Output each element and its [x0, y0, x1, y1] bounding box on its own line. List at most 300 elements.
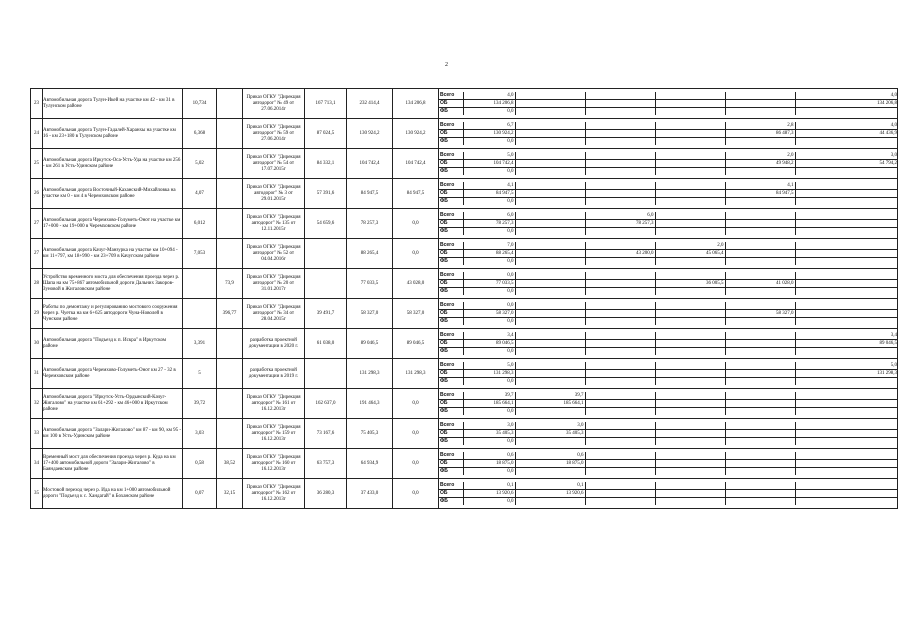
financing-value: 13 920,6 [515, 490, 585, 498]
financing-value [655, 198, 725, 206]
financing-row [439, 392, 898, 400]
row-number: 27 [31, 209, 43, 239]
financing-value [795, 108, 898, 116]
financing-value [585, 482, 655, 490]
financing-subtable [439, 362, 898, 385]
financing-value [515, 228, 585, 236]
table-row [31, 389, 898, 419]
bridge-length: 32,15 [217, 479, 243, 509]
financing-value [585, 438, 655, 446]
length-km: 0,58 [183, 449, 217, 479]
row-number: 23 [31, 89, 43, 119]
remaining-cost: 0,0 [393, 209, 439, 239]
financing-subtable [439, 302, 898, 325]
financing-value: 185 664,1 [463, 400, 515, 408]
financing-label: ФБ [440, 498, 448, 504]
financing-value: 18 875,0 [463, 460, 515, 468]
financing-row [439, 92, 898, 100]
financing-value [725, 250, 795, 258]
financing-row [439, 378, 898, 386]
financing-label: Всего [439, 482, 463, 490]
length-km [183, 269, 217, 299]
financing-row [439, 190, 898, 198]
financing-value [655, 190, 725, 198]
financing-value: 0,0 [463, 168, 515, 176]
financing-value: 3,0 [463, 422, 515, 430]
financing-value: 0,0 [463, 272, 515, 280]
financing-row [439, 288, 898, 296]
row-number: 24 [31, 119, 43, 149]
financing-row [439, 460, 898, 468]
financing-value: 2,0 [655, 242, 725, 250]
object-name: Автомобильная дорога "Подъезд к п. Искра" в Иркутском районе [43, 329, 183, 359]
financing-value [585, 392, 655, 400]
document-ref: разработка проектной документации в 2020 г. [243, 329, 305, 359]
object-name: Мостовой переход через р. Ида на км 1+000 автомобильной дороги "Подъезд к с. Хандагай" в Боханском районе [43, 479, 183, 509]
cost-current: 191 464,3 [347, 389, 393, 419]
financing-row [439, 348, 898, 356]
financing-value [725, 400, 795, 408]
financing-value [515, 302, 585, 310]
financing-cell [439, 389, 898, 419]
financing-row [439, 152, 898, 160]
object-name: Автомобильная дорога Тулун-Икей на участке км 42 - км 31 в Тулунском районе [43, 89, 183, 119]
financing-value [655, 362, 725, 370]
bridge-length [217, 119, 243, 149]
remaining-cost: 0,0 [393, 419, 439, 449]
cost-current: 130 924,2 [347, 119, 393, 149]
financing-value: 89 046,5 [795, 340, 898, 348]
financing-label: ОБ [439, 460, 463, 468]
financing-value [585, 498, 655, 506]
financing-row [439, 370, 898, 378]
financing-value: 0,0 [463, 348, 515, 356]
financing-value [725, 438, 795, 446]
document-ref: Приказ ОГКУ "Дирекция автодорог" № 3 от 29.01.2015г [243, 179, 305, 209]
financing-label: ФБ [440, 468, 448, 474]
financing-value [585, 258, 655, 266]
financing-value: 58 327,0 [725, 310, 795, 318]
financing-value [655, 152, 725, 160]
length-km: 0,07 [183, 479, 217, 509]
financing-value [795, 400, 898, 408]
financing-value: 7,0 [463, 242, 515, 250]
financing-value [655, 460, 725, 468]
financing-value: 131 298,3 [795, 370, 898, 378]
financing-row [439, 258, 898, 266]
cost-estimate: 61 038,0 [305, 329, 347, 359]
financing-subtable [439, 242, 898, 265]
object-name: Автомобильная дорога Черемхово-Голуметь-Онот на участке км 17+000 - км 19+000 в Черемховском районе [43, 209, 183, 239]
bridge-length [217, 89, 243, 119]
financing-value [655, 482, 725, 490]
financing-value [795, 468, 898, 476]
financing-value [585, 310, 655, 318]
object-name: Автомобильная дорога Иркутск-Оса-Усть-Уда на участке км 256 - км 261 в Усть-Удинском районе [43, 149, 183, 179]
cost-estimate: 39 491,7 [305, 299, 347, 329]
row-number: 27 [31, 239, 43, 269]
remaining-cost: 134 206,8 [393, 89, 439, 119]
financing-value: 0,0 [463, 302, 515, 310]
financing-value [725, 392, 795, 400]
cost-current: 89 046,5 [347, 329, 393, 359]
financing-cell [439, 449, 898, 479]
financing-row [439, 332, 898, 340]
financing-value [585, 190, 655, 198]
financing-cell [439, 179, 898, 209]
financing-value [585, 160, 655, 168]
financing-value [795, 310, 898, 318]
table-row [31, 269, 898, 299]
financing-value [795, 490, 898, 498]
financing-value [515, 310, 585, 318]
financing-value [655, 288, 725, 296]
financing-value: 45 065,4 [655, 250, 725, 258]
financing-value [795, 378, 898, 386]
financing-value [725, 430, 795, 438]
financing-value [515, 272, 585, 280]
object-name: Временный мост для обеспечения проезда через р. Куда на км 17+400 автомобильной дороги "Залари-Жигалово" в Баяндаевском районе [43, 449, 183, 479]
document-ref: Приказ ОГКУ "Дирекция автодорог" № 162 от 16.12.2013г [243, 479, 305, 509]
row-number: 35 [31, 479, 43, 509]
financing-value [795, 430, 898, 438]
financing-value [515, 130, 585, 138]
financing-value: 88 265,4 [463, 250, 515, 258]
financing-value [795, 482, 898, 490]
financing-value: 0,0 [463, 378, 515, 386]
financing-value [795, 348, 898, 356]
row-number: 29 [31, 299, 43, 329]
financing-subtable [439, 212, 898, 235]
financing-label: ОБ [439, 340, 463, 348]
financing-value: 3,0 [515, 422, 585, 430]
financing-value [655, 348, 725, 356]
financing-label: Всего [439, 362, 463, 370]
length-km: 4,07 [183, 179, 217, 209]
financing-value: 6,7 [463, 122, 515, 130]
financing-value [655, 452, 725, 460]
financing-value: 131 298,3 [463, 370, 515, 378]
financing-value [655, 160, 725, 168]
financing-value [725, 370, 795, 378]
financing-value [515, 168, 585, 176]
financing-row [439, 422, 898, 430]
financing-cell [439, 479, 898, 509]
financing-value [725, 198, 795, 206]
financing-label: ОБ [439, 100, 463, 108]
financing-value: 0,0 [463, 258, 515, 266]
cost-current: 104 742,4 [347, 149, 393, 179]
remaining-cost: 0,0 [393, 389, 439, 419]
financing-label: Всего [439, 332, 463, 340]
financing-label: Всего [439, 422, 463, 430]
document-ref: Приказ ОГКУ "Дирекция автодорог" № 34 от 28.04.2015г [243, 299, 305, 329]
financing-value [725, 272, 795, 280]
financing-value [585, 370, 655, 378]
financing-value [725, 408, 795, 416]
financing-value [795, 182, 898, 190]
financing-value [655, 378, 725, 386]
financing-row [439, 220, 898, 228]
financing-value [795, 220, 898, 228]
object-name: Работы по демонтажу и регулированию мостового сооружения через р. Чуетка на км 6+625 автодороги Чуна-Новолей в Чунском районе [43, 299, 183, 329]
financing-value [725, 348, 795, 356]
table-row [31, 149, 898, 179]
financing-value [655, 422, 725, 430]
financing-value: 77 033,5 [463, 280, 515, 288]
table-row [31, 449, 898, 479]
financing-label: ФБ [440, 438, 448, 444]
financing-value [585, 452, 655, 460]
financing-row [439, 408, 898, 416]
financing-value [585, 130, 655, 138]
length-km: 7,053 [183, 239, 217, 269]
financing-value [725, 498, 795, 506]
financing-value [585, 408, 655, 416]
financing-label: Всего [439, 302, 463, 310]
roads-table-sheet [30, 88, 897, 509]
bridge-length [217, 329, 243, 359]
bridge-length [217, 179, 243, 209]
financing-value: 4,1 [463, 182, 515, 190]
financing-row [439, 198, 898, 206]
cost-estimate: 57 391,6 [305, 179, 347, 209]
financing-value: 39,7 [463, 392, 515, 400]
length-km: 6,012 [183, 209, 217, 239]
table-row [31, 119, 898, 149]
financing-value: 0,0 [463, 288, 515, 296]
financing-label: ФБ [440, 138, 448, 144]
financing-row [439, 242, 898, 250]
financing-value [795, 498, 898, 506]
financing-row [439, 250, 898, 258]
financing-value [795, 272, 898, 280]
financing-row [439, 130, 898, 138]
financing-value [725, 340, 795, 348]
row-number: 34 [31, 449, 43, 479]
cost-current: 37 433,0 [347, 479, 393, 509]
financing-value: 130 924,2 [463, 130, 515, 138]
financing-value [725, 332, 795, 340]
financing-value [515, 370, 585, 378]
financing-subtable [439, 422, 898, 445]
financing-value [655, 272, 725, 280]
bridge-length: 73,9 [217, 269, 243, 299]
financing-row [439, 212, 898, 220]
financing-label: Всего [439, 212, 463, 220]
financing-value [655, 258, 725, 266]
financing-row [439, 272, 898, 280]
remaining-cost: 0,0 [393, 449, 439, 479]
document-ref: Приказ ОГКУ "Дирекция автодорог" № 161 от 16.12.2013г [243, 389, 305, 419]
document-ref: разработка проектной документации в 2019 г. [243, 359, 305, 389]
financing-value [515, 182, 585, 190]
financing-label: ФБ [440, 168, 448, 174]
cost-current: 64 934,9 [347, 449, 393, 479]
financing-value [515, 318, 585, 326]
financing-value [515, 220, 585, 228]
cost-estimate: 73 167,6 [305, 419, 347, 449]
length-km: 5,02 [183, 149, 217, 179]
financing-value [795, 288, 898, 296]
financing-value: 78 257,3 [585, 220, 655, 228]
financing-subtable [439, 392, 898, 415]
row-number: 32 [31, 389, 43, 419]
cost-estimate [305, 269, 347, 299]
financing-value [655, 332, 725, 340]
financing-value [655, 468, 725, 476]
financing-row [439, 228, 898, 236]
financing-value [795, 280, 898, 288]
financing-value [725, 108, 795, 116]
financing-label: Всего [439, 392, 463, 400]
financing-value: 6,0 [585, 212, 655, 220]
financing-value: 49 948,2 [725, 160, 795, 168]
financing-value [655, 108, 725, 116]
financing-label: ОБ [439, 220, 463, 228]
financing-value [725, 482, 795, 490]
financing-value: 134 206,8 [463, 100, 515, 108]
financing-value [725, 220, 795, 228]
financing-value [585, 280, 655, 288]
table-row [31, 209, 898, 239]
financing-value [655, 92, 725, 100]
length-km [183, 299, 217, 329]
financing-value [725, 258, 795, 266]
financing-value: 41 028,0 [725, 280, 795, 288]
financing-value: 0,0 [463, 438, 515, 446]
financing-value [655, 340, 725, 348]
bridge-length [217, 239, 243, 269]
financing-value: 3,4 [463, 332, 515, 340]
financing-value: 0,1 [463, 482, 515, 490]
financing-value [725, 490, 795, 498]
financing-value [725, 100, 795, 108]
financing-value [725, 288, 795, 296]
financing-value [795, 392, 898, 400]
financing-value: 0,0 [463, 228, 515, 236]
financing-row [439, 310, 898, 318]
financing-value [725, 228, 795, 236]
table-row [31, 329, 898, 359]
financing-row [439, 138, 898, 146]
financing-value [515, 280, 585, 288]
financing-value [585, 362, 655, 370]
length-km: 3,391 [183, 329, 217, 359]
cost-current: 78 257,3 [347, 209, 393, 239]
document-ref: Приказ ОГКУ "Дирекция автодорог" № 159 от 16.12.2013г [243, 419, 305, 449]
financing-value [655, 220, 725, 228]
financing-value [515, 108, 585, 116]
page-number: 2 [445, 62, 448, 68]
document-ref: Приказ ОГКУ "Дирекция автодорог" № 49 от 27.06.2014г [243, 89, 305, 119]
financing-value: 78 257,3 [463, 220, 515, 228]
financing-row [439, 430, 898, 438]
row-number: 30 [31, 329, 43, 359]
financing-value: 4,1 [725, 182, 795, 190]
remaining-cost: 43 028,0 [393, 269, 439, 299]
financing-subtable [439, 152, 898, 175]
financing-subtable [439, 482, 898, 505]
financing-value [725, 138, 795, 146]
object-name: Автомобильная дорога Черемхово-Голуметь-Онот км 27 - 32 в Черемховском районе [43, 359, 183, 389]
financing-value: 54 794,2 [795, 160, 898, 168]
financing-value [585, 138, 655, 146]
row-number: 31 [31, 359, 43, 389]
financing-cell [439, 329, 898, 359]
financing-value [515, 212, 585, 220]
financing-value [585, 242, 655, 250]
row-number: 33 [31, 419, 43, 449]
financing-value: 2,0 [725, 152, 795, 160]
financing-value [795, 168, 898, 176]
financing-label: ОБ [439, 280, 463, 288]
financing-cell [439, 119, 898, 149]
financing-label: ФБ [440, 408, 448, 414]
financing-value [515, 340, 585, 348]
cost-estimate: 54 659,6 [305, 209, 347, 239]
financing-value: 44 436,9 [795, 130, 898, 138]
financing-label: ФБ [440, 318, 448, 324]
financing-row [439, 452, 898, 460]
cost-estimate: 63 757,3 [305, 449, 347, 479]
financing-value [585, 122, 655, 130]
financing-subtable [439, 332, 898, 355]
financing-cell [439, 269, 898, 299]
financing-row [439, 108, 898, 116]
financing-value: 134 206,8 [795, 100, 898, 108]
financing-value [585, 460, 655, 468]
financing-value [585, 100, 655, 108]
financing-value [585, 430, 655, 438]
cost-current: 58 327,0 [347, 299, 393, 329]
financing-value: 3,4 [795, 332, 898, 340]
financing-value [655, 430, 725, 438]
cost-current: 131 298,3 [347, 359, 393, 389]
financing-value [655, 130, 725, 138]
financing-value [655, 438, 725, 446]
table-row [31, 89, 898, 119]
financing-value [655, 168, 725, 176]
financing-value: 3,0 [795, 152, 898, 160]
table-row [31, 359, 898, 389]
length-km: 6,368 [183, 119, 217, 149]
financing-value [795, 190, 898, 198]
cost-current: 84 947,5 [347, 179, 393, 209]
financing-value [655, 310, 725, 318]
table-row [31, 299, 898, 329]
financing-label: Всего [439, 152, 463, 160]
financing-value [655, 408, 725, 416]
financing-value [725, 378, 795, 386]
financing-value [655, 302, 725, 310]
financing-value [725, 168, 795, 176]
financing-subtable [439, 122, 898, 145]
financing-value: 35 405,3 [515, 430, 585, 438]
financing-value [725, 452, 795, 460]
financing-label: ФБ [440, 258, 448, 264]
financing-value: 0,1 [515, 482, 585, 490]
financing-value [795, 212, 898, 220]
financing-value [795, 422, 898, 430]
length-km: 39,72 [183, 389, 217, 419]
financing-label: ОБ [439, 370, 463, 378]
financing-value [515, 258, 585, 266]
financing-value [655, 490, 725, 498]
financing-value [585, 272, 655, 280]
financing-value [585, 422, 655, 430]
financing-value [655, 370, 725, 378]
